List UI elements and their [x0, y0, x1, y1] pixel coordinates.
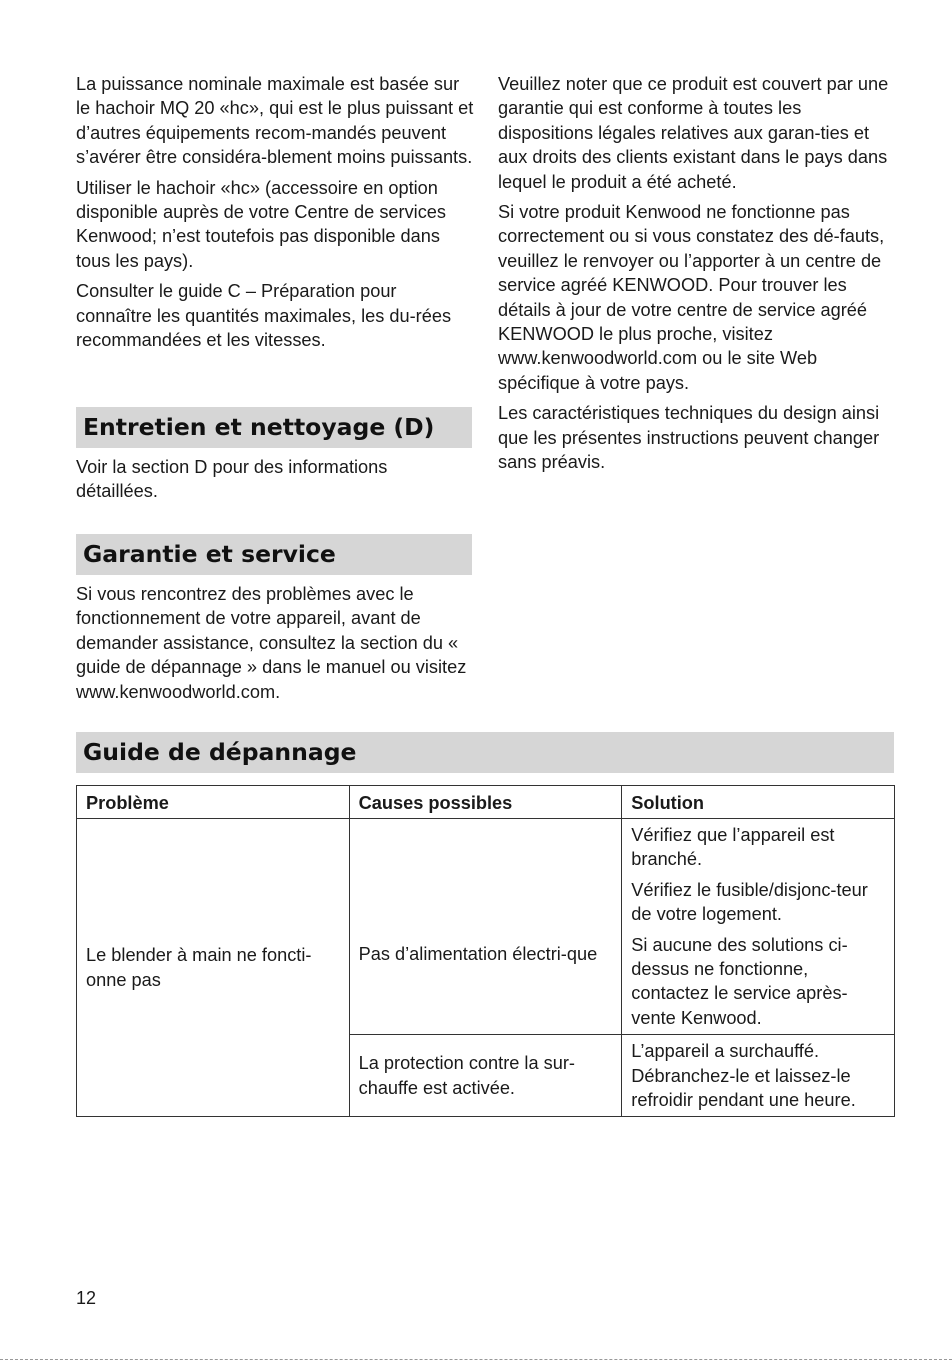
entretien-text: Voir la section D pour des informations détaillées. [76, 457, 388, 502]
paragraph-specs-change: Les caractéristiques techniques du design ainsi que les présentes instructions peuvent changer sans préavis. [498, 403, 880, 473]
heading-entretien: Entretien et nettoyage (D) [76, 407, 472, 448]
solution-item: Vérifiez que l’appareil est branché. [631, 825, 835, 870]
cause-cell: La protection contre la sur-chauffe est activée. [349, 1035, 622, 1117]
solution-item: Vérifiez le fusible/disjonc-teur de votre logement. [631, 879, 868, 925]
solution-cell [622, 1035, 895, 1117]
garantie-text: Si vous rencontrez des problèmes avec le fonctionnement de votre appareil, avant de demander assistance, consultez la section du « guide de dépannage » dans le manuel ou visitez www.kenwoodworld.com. [76, 584, 467, 702]
header-causes: Causes possibles [349, 786, 622, 819]
paragraph-warranty: Veuillez noter que ce produit est couvert par une garantie qui est conforme à toutes les dispositions légales relatives aux garan-ties et aux droits des clients existant dans le pays dans lequel le produit a été acheté. [498, 74, 889, 192]
cause-cell: Pas d’alimentation électri-que [349, 819, 622, 1035]
solution-item: L’appareil a surchauffé. Débranchez-le et laissez-le refroidir pendant une heure. [631, 1041, 856, 1111]
entretien-block [76, 455, 474, 510]
paragraph-max-power: La puissance nominale maximale est basée sur le hachoir MQ 20 «hc», qui est le plus puissant et d’autres équipements recom-mandés peuvent s’avérer être considéra-blement moins puissants. [76, 74, 474, 168]
paragraph-hc-chopper: Utiliser le hachoir «hc» (accessoire en option disponible auprès de votre Centre de services Kenwood; n’est toutefois pas disponible dans tous les pays). [76, 177, 447, 271]
troubleshooting-table [76, 785, 895, 1117]
paragraph-service-center: Si votre produit Kenwood ne fonctionne pas correctement ou si vous constatez des dé-fauts, veuillez le renvoyer ou l’apporter à un centre de service agréé KENWOOD. Pour trouver les détails à jour de votre centre de service agréé KENWOOD le plus proche, visitez www.kenwoodworld.com ou le site Web spécifique à votre pays. [498, 202, 885, 393]
solution-cell [622, 819, 895, 1035]
right-column [498, 72, 898, 481]
problem-cell: Le blender à main ne foncti-onne pas [77, 819, 350, 1117]
table-header-row [77, 786, 895, 819]
table-row [77, 819, 895, 1035]
heading-garantie: Garantie et service [76, 534, 472, 575]
solution-item: Si aucune des solutions ci-dessus ne fonctionne, contactez le service après-vente Kenwood. [631, 934, 848, 1028]
left-column [76, 72, 474, 358]
page-bottom-rule [0, 1359, 952, 1360]
paragraph-guide-c: Consulter le guide C – Préparation pour connaître les quantités maximales, les du-rées recommandées et les vitesses. [76, 281, 452, 351]
header-solution: Solution [622, 786, 895, 819]
heading-guide-depannage: Guide de dépannage [76, 732, 894, 773]
garantie-block [76, 582, 474, 710]
page-number: 12 [76, 1288, 97, 1308]
header-probleme: Problème [77, 786, 350, 819]
